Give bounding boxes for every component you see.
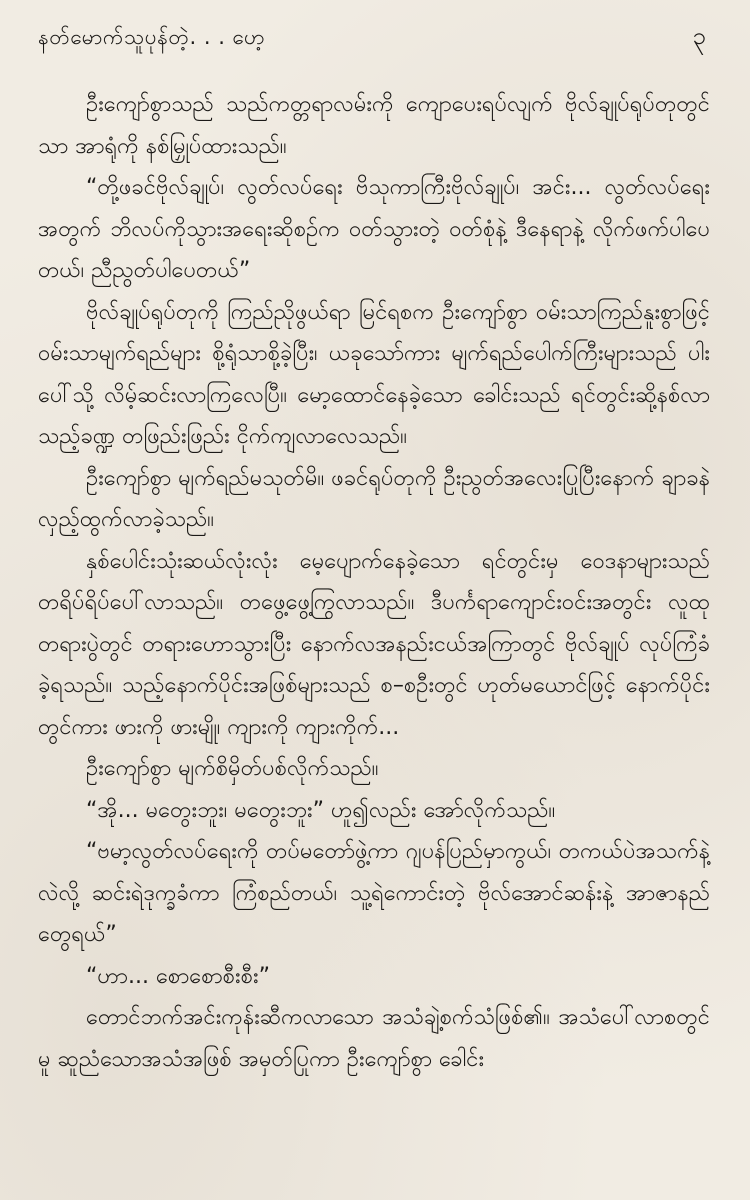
paragraph: “ဗမာ့လွတ်လပ်ရေးကို တပ်မတော်ဖွဲ့ကာ ဂျပန်ပြည်မှာကွယ်၊ တကယ်ပဲအသက်နဲ့လဲလို့ ဆင်းရဲဒုက္ခခံကာ ကြံစည်တယ်၊ သူ့ရဲကောင်းတဲ့ ဗိုလ်အောင်ဆန်းနဲ့ အာဇာနည်တွေရယ်” (38, 839, 710, 947)
paragraph: နှစ်ပေါင်းသုံးဆယ်လုံးလုံး မေ့ပျောက်နေခဲ့သော ရင်တွင်းမှ ဝေဒနာများသည် တရိပ်ရိပ်ပေါ်လာသည်။ တဖွေ့ဖွေ့ကြွလာသည်။ ဒီပင်္ကရာကျောင်းဝင်းအတွင်း လူထုတရားပွဲတွင် တရားဟောသွားပြီး နောက်လအနည်းငယ်အကြာတွင် ဗိုလ်ချုပ် လုပ်ကြံခံခဲ့ရသည်။ သည့်နောက်ပိုင်းအဖြစ်များသည် စ–စဦးတွင် ဟုတ်မယောင်ဖြင့် နောက်ပိုင်းတွင်ကား ဖားကို ဖားမျို၊ ကျားကို ကျားကိုက်... (38, 548, 710, 740)
paragraph: ဦးကျော်စွာ မျက်ရည်မသုတ်မိ။ ဖခင်ရုပ်တုကို ဦးညွတ်အလေးပြုပြီးနောက် ချာခနဲလှည့်ထွက်လာခဲ့သည်။ (38, 465, 710, 532)
paragraph: “ဟာ... စောစောစီးစီး” (86, 963, 270, 989)
paragraph: ဗိုလ်ချုပ်ရုပ်တုကို ကြည်ညိုဖွယ်ရာ မြင်ရစက ဦးကျော်စွာ ဝမ်းသာကြည်နူးစွာဖြင့် ဝမ်းသာမျက်ရည်များ စို့ရုံသာစို့ခဲ့ပြီး၊ ယခုသော်ကား မျက်ရည်ပေါက်ကြီးများသည် ပါးပေါ်သို့ လိမ့်ဆင်းလာကြလေပြီ။ မော့ထောင်နေခဲ့သော ခေါင်းသည် ရင်တွင်းဆို့နစ်လာသည့်ခဏ္ဍ တဖြည်းဖြည်း ငိုက်ကျလာလေသည်။ (38, 299, 710, 449)
paragraph: ဦးကျော်စွာသည် သည်ကတ္တရာလမ်းကို ကျောပေးရပ်လျက် ဗိုလ်ချုပ်ရုပ်တုတွင်သာ အာရုံကို နစ်မြှုပ်ထားသည်။ (38, 92, 710, 159)
body-text (38, 84, 710, 1080)
paragraph: ဦးကျော်စွာ မျက်စိမှိတ်ပစ်လိုက်သည်။ (86, 756, 379, 781)
page-number: ၃ (692, 22, 706, 50)
running-head (38, 20, 710, 64)
running-title: နတ်မောက်သူပုန်တဲ့. . . ဟေ့ (38, 25, 265, 49)
paragraph: တောင်ဘက်အင်းကုန်းဆီကလာသော အသံချဲ့စက်သံဖြစ်၏။ အသံပေါ်လာစတွင်မူ ဆူညံသောအသံအဖြစ် အမှတ်ပြုကာ ဦးကျော်စွာ ခေါင်း (38, 1005, 710, 1072)
paragraph: “တို့ဖခင်ဗိုလ်ချုပ်၊ လွတ်လပ်ရေး ဗိသုကာကြီးဗိုလ်ချုပ်၊ အင်း... လွတ်လပ်ရေးအတွက် ဘိလပ်ကိုသွားအရေးဆိုစဉ်က ဝတ်သွားတဲ့ ဝတ်စုံနဲ့ ဒီနေရာနဲ့ လိုက်ဖက်ပါပေတယ်၊ ညီညွတ်ပါပေတယ်” (38, 175, 710, 283)
paragraph: “အို... မတွေးဘူး၊ မတွေးဘူး” ဟူ၍လည်း အော်လိုက်သည်။ (86, 797, 556, 823)
